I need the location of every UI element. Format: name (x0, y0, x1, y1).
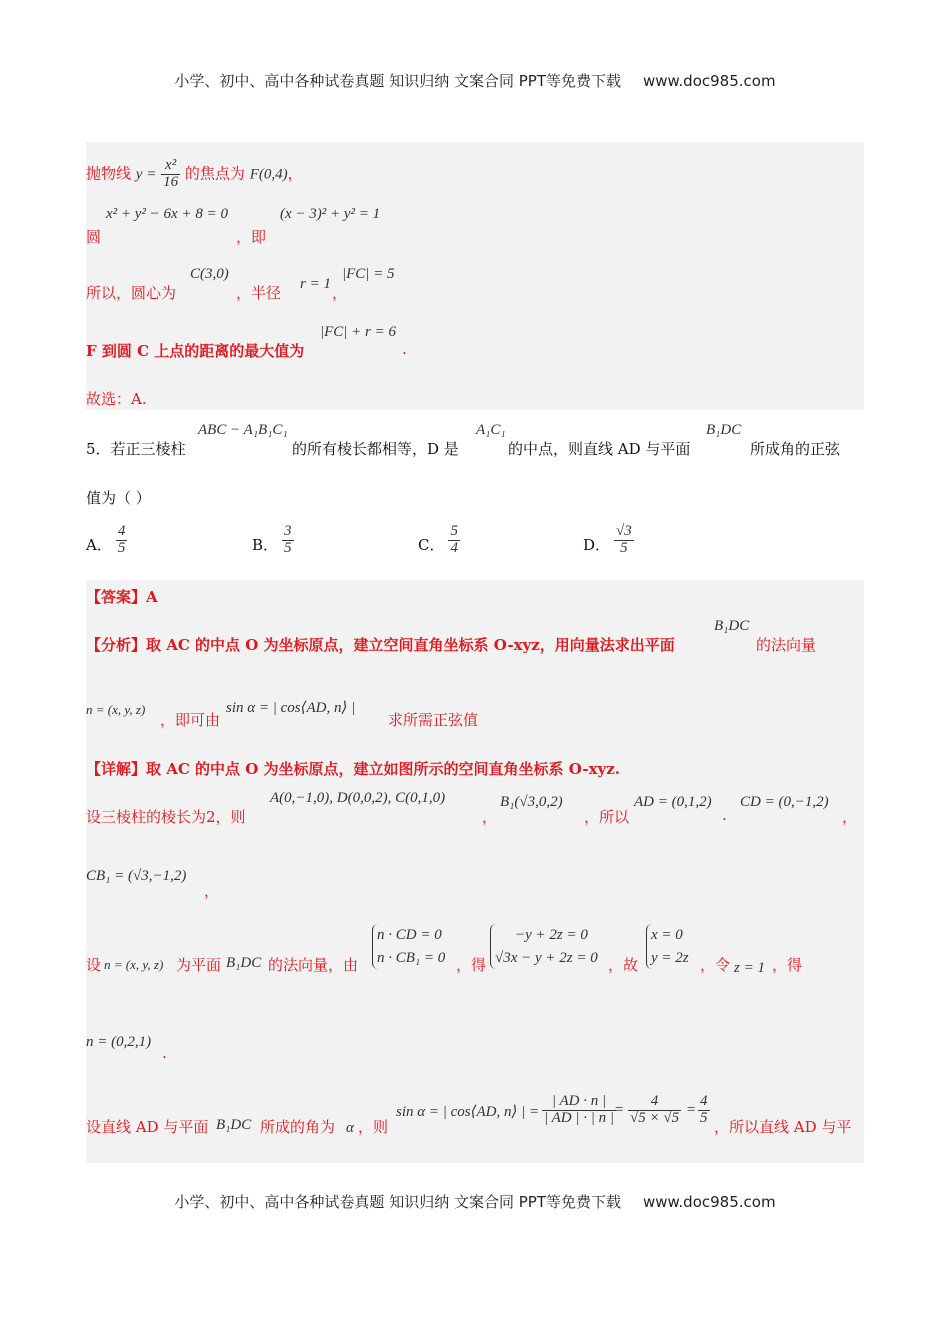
answer-options (86, 524, 866, 568)
detail-line-2: CB₁ = (√3,−1,2) ， (86, 868, 220, 900)
solution-box-previous: 抛物线 y = $\frac{\text{x²}}{16}$ 的焦点为 F(0,4)， x² + y² − 6x + 8 = 0 圆 ，即 (x − 3)² + y² = 1 所以，圆心为 C(3,0) ，半径 r = 1 ， |FC| = 5 F 到圆 C 上点的距离的最大值为 |FC| + r = 6 . 故选：A. (86, 142, 864, 410)
fraction-x2-over-16: $\frac{\text{x²}}{16}$ (163, 157, 179, 190)
option-c[interactable]: C． $\frac{5}{4}$ (418, 523, 458, 556)
equation-system-1: n · CD = 0 n · CB₁ = 0 (372, 924, 445, 969)
answer-label: 【答案】A (86, 588, 158, 606)
fraction-4-over-5: $\frac{4}{5}$ (700, 1093, 708, 1126)
fraction-4-over-root5-root5: $\frac{4}{√5 \times √5}$ (630, 1093, 680, 1126)
option-a[interactable]: A． $\frac{4}{5}$ (86, 523, 126, 556)
header-url[interactable]: www.doc985.com (642, 72, 776, 90)
page-footer (0, 1191, 950, 1212)
analysis-line-1: 【分析】取 AC 的中点 O 为坐标原点，建立空间直角坐标系 O-xyz，用向量法求出平面 B₁DC 的法向量 (86, 618, 817, 654)
detail-line-5: 设直线 AD 与平面 B₁DC 所成的角为 α ，则 sin α = | cos⟨AD, n⟩ | = $\frac{| AD \cdot n |}{| AD | \cdot | n |}$ = $\frac{4}{√5 \times √5}$ = $\frac{4}{5}$ ，所以直线 AD 与平 (86, 1093, 852, 1136)
header-text: 小学、初中、高中各种试卷真题 知识归纳 文案合同 PPT等免费下载 (174, 72, 621, 90)
detail-line-3: 设 n = (x, y, z) 为平面 B₁DC 的法向量，由 n · CD = 0 n · CB₁ = 0 ，得 −y + 2z = 0 √3x − y + 2z = 0 ，故 x = 0 y = 2z ，令 z = 1 ，得 (86, 924, 864, 984)
fraction-dot-product: $\frac{| AD \cdot n |}{| AD | \cdot | n |}$ (544, 1093, 614, 1126)
question-5-line-1: 5．若正三棱柱 ABC − A₁B₁C₁ 的所有棱长都相等，D 是 A₁C₁ 的中点，则直线 AD 与平面 B₁DC 所成角的正弦 (86, 422, 841, 458)
detail-line-4: n = (0,2,1) . (86, 1034, 167, 1062)
option-d[interactable]: D． $\frac{√3}{5}$ (583, 523, 632, 556)
box1-line-1: 抛物线 y = $\frac{\text{x²}}{16}$ 的焦点为 F(0,4)， (86, 157, 303, 190)
footer-url[interactable]: www.doc985.com (642, 1193, 776, 1211)
detail-heading: 【详解】取 AC 的中点 O 为坐标原点，建立如图所示的空间直角坐标系 O-xyz. (86, 760, 620, 778)
equation-system-3: x = 0 y = 2z (646, 924, 689, 969)
detail-line-1: 设三棱柱的棱长为2，则 A(0,−1,0), D(0,0,2), C(0,1,0) ， B₁(√3,0,2) ，所以 AD = (0,1,2) . CD = (0,−1,2) ， (86, 790, 858, 826)
analysis-line-2: n = (x, y, z) ，即可由 sin α = | cos⟨AD, n⟩ | 求所需正弦值 (86, 700, 479, 729)
page-header (0, 70, 950, 91)
equation-system-2: −y + 2z = 0 √3x − y + 2z = 0 (490, 924, 598, 969)
box1-conclusion: 故选：A. (86, 390, 147, 408)
footer-text: 小学、初中、高中各种试卷真题 知识归纳 文案合同 PPT等免费下载 (174, 1193, 621, 1211)
solution-box (86, 580, 864, 1163)
question-5-line-2: 值为（ ） (86, 489, 151, 507)
option-b[interactable]: B． $\frac{3}{5}$ (252, 523, 292, 556)
